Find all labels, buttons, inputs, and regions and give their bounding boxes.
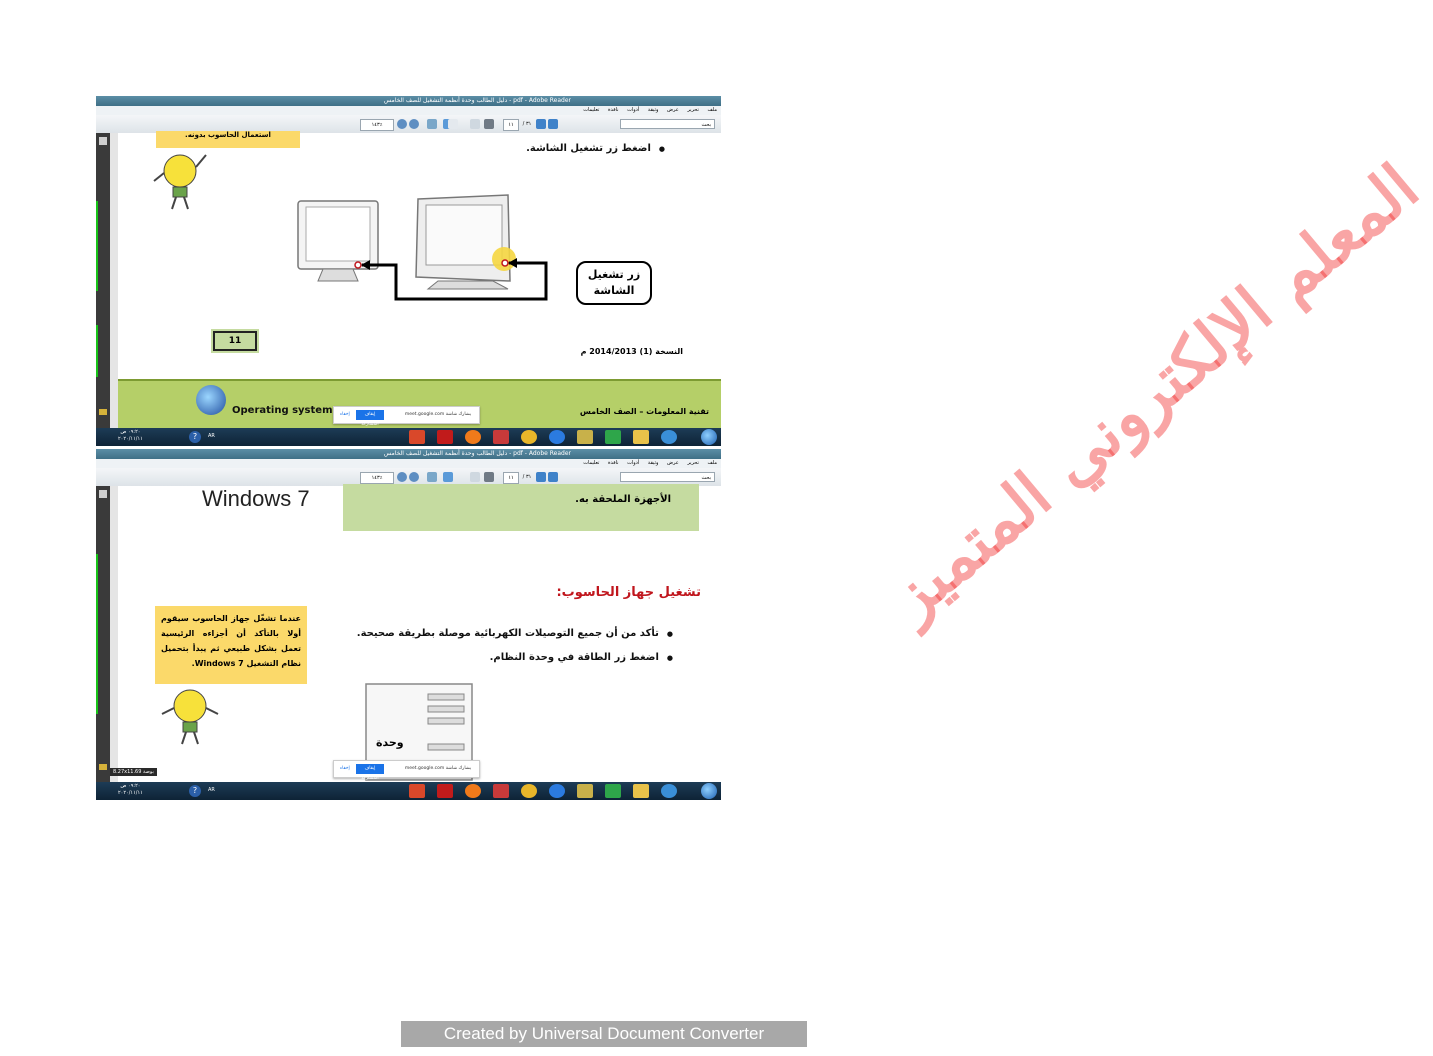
network-icon[interactable] (661, 784, 677, 798)
clock-time: ٠٩:٢٠ ص (120, 783, 141, 789)
window-title-bar (96, 449, 721, 459)
zoom-field[interactable]: ١٤٣٪ (360, 472, 394, 484)
menu-item-window[interactable]: نافذة (607, 107, 619, 113)
menu-item-tools[interactable]: أدوات (627, 460, 640, 466)
save-icon[interactable] (443, 472, 453, 482)
screenshot-top (96, 96, 721, 446)
left-panel-strip (96, 486, 110, 782)
footer-right-text: تقنية المعلومات – الصف الخامس (579, 407, 709, 416)
green-box-text: الأجهزة الملحقة به. (575, 494, 671, 505)
folder-icon[interactable] (633, 784, 649, 798)
help-icon[interactable]: ? (189, 431, 201, 443)
language-indicator[interactable]: AR (208, 787, 215, 793)
acrobat-icon[interactable] (437, 430, 453, 444)
start-button[interactable] (701, 783, 717, 799)
print-icon[interactable] (484, 472, 494, 482)
help-icon[interactable]: ? (189, 785, 201, 797)
zoom-out-icon[interactable] (397, 119, 407, 129)
stop-sharing-button[interactable]: إيقاف المشاركة (356, 410, 384, 420)
menu-item-file[interactable]: ملف (707, 460, 717, 466)
hide-button[interactable]: إخفاء (340, 766, 350, 771)
window-title-bar (96, 96, 721, 106)
media-player-icon[interactable] (577, 784, 593, 798)
next-page-icon[interactable] (536, 119, 546, 129)
zoom-out-icon[interactable] (397, 472, 407, 482)
folder-icon[interactable] (633, 430, 649, 444)
menu-item-edit[interactable]: تحرير (687, 107, 699, 113)
menu-item-view[interactable]: عرض (666, 107, 679, 113)
green-info-box (343, 484, 699, 531)
unit-label: وحدة (376, 736, 404, 749)
powerpoint-icon[interactable] (409, 784, 425, 798)
green-accent (96, 554, 98, 714)
powerpoint-icon[interactable] (409, 430, 425, 444)
green-accent-2 (96, 325, 98, 377)
menu-bar (96, 459, 721, 468)
menu-item-tools[interactable]: أدوات (627, 107, 640, 113)
pdf-page-view (110, 133, 721, 428)
edition-text: النسخة (1) 2014/2013 م (580, 347, 683, 356)
footer-left-text: Operating system (232, 405, 333, 416)
prev-page-icon[interactable] (548, 472, 558, 482)
fit-page-icon[interactable] (427, 119, 437, 129)
windows-logo-icon (196, 385, 226, 415)
page-number-box: 11 (213, 331, 257, 351)
power-button-callout: زر تشغيل الشاشة (576, 261, 652, 305)
firefox-icon[interactable] (465, 430, 481, 444)
acrobat-icon[interactable] (437, 784, 453, 798)
prev-page-icon[interactable] (548, 119, 558, 129)
start-button[interactable] (701, 429, 717, 445)
screen-share-text: يشارك شاشة meet.google.com (404, 766, 471, 771)
excel-icon[interactable] (605, 430, 621, 444)
window-title: pdf - Adobe Reader - دليل الطالب وحدة أنظمة التشغيل للصف الخامس (383, 450, 571, 457)
network-icon[interactable] (661, 430, 677, 444)
pdf-page-view (110, 486, 721, 782)
taskbar (96, 428, 721, 446)
green-accent (96, 201, 98, 291)
lightbulb-character-icon (150, 147, 210, 211)
clock-date: ٢٠٢٠/١١/١١ (118, 436, 143, 442)
window-title: pdf - Adobe Reader - دليل الطالب وحدة أنظمة التشغيل للصف الخامس (383, 97, 571, 104)
menu-item-file[interactable]: ملف (707, 107, 717, 113)
menu-item-edit[interactable]: تحرير (687, 460, 699, 466)
hide-button[interactable]: إخفاء (340, 412, 350, 417)
arabic-watermark: المعلم الإلكتروني المتميز (875, 150, 1433, 635)
section-heading: تشغيل جهاز الحاسوب: (556, 585, 701, 600)
screenshot-bottom (96, 449, 721, 800)
lightbulb-character-icon (160, 684, 222, 750)
menu-item-view[interactable]: عرض (666, 460, 679, 466)
taskbar (96, 782, 721, 800)
page-number-field[interactable]: ١١ (503, 119, 519, 131)
menu-item-window[interactable]: نافذة (607, 460, 619, 466)
zoom-in-icon[interactable] (409, 119, 419, 129)
comments-icon[interactable] (99, 764, 107, 770)
next-page-icon[interactable] (536, 472, 546, 482)
menu-item-help[interactable]: تعليمات (583, 107, 600, 113)
excel-icon[interactable] (605, 784, 621, 798)
clock-time: ٠٩:٢٠ ص (120, 429, 141, 435)
pages-icon[interactable] (99, 490, 107, 498)
internet-explorer-icon[interactable] (549, 784, 565, 798)
print-icon[interactable] (484, 119, 494, 129)
screen-share-bar (333, 760, 480, 781)
firefox-icon[interactable] (465, 784, 481, 798)
search-input[interactable]: بحث (620, 119, 715, 129)
clock-date: ٢٠٢٠/١١/١١ (118, 790, 143, 796)
page-total: / ٣١ (522, 474, 532, 480)
menu-item-document[interactable]: وثيقة (647, 460, 659, 466)
comments-icon[interactable] (99, 409, 107, 415)
email-icon[interactable] (470, 119, 480, 129)
left-panel-strip (96, 133, 110, 428)
instruction-bullet-2: ● اضغط زر الطاقة في وحدة النظام. (490, 652, 673, 663)
zoom-field[interactable]: ١٤٣٪ (360, 119, 394, 131)
stop-sharing-button[interactable]: إيقاف المشاركة (356, 764, 384, 774)
menu-item-help[interactable]: تعليمات (583, 460, 600, 466)
app-icon-red[interactable] (493, 430, 509, 444)
fit-page-icon[interactable] (427, 472, 437, 482)
taskbar-clock[interactable] (118, 429, 143, 443)
pages-icon[interactable] (99, 137, 107, 145)
email-icon[interactable] (470, 472, 480, 482)
yellow-note-box: استعمال الحاسوب بدونه. (156, 131, 300, 148)
screen-share-text: يشارك شاشة meet.google.com (404, 412, 471, 417)
windows7-logo: Windows 7 (202, 486, 310, 511)
chrome-icon[interactable] (521, 430, 537, 444)
search-input[interactable]: بحث (620, 472, 715, 482)
menu-bar (96, 106, 721, 115)
converter-banner: Created by Universal Document Converter (401, 1021, 807, 1047)
menu-item-document[interactable]: وثيقة (647, 107, 659, 113)
page-number-field[interactable]: ١١ (503, 472, 519, 484)
taskbar-clock[interactable] (118, 783, 143, 797)
chrome-icon[interactable] (521, 784, 537, 798)
instruction-bullet: ● اضغط زر تشغيل الشاشة. (526, 143, 665, 154)
internet-explorer-icon[interactable] (549, 430, 565, 444)
screen-share-bar (333, 406, 480, 427)
zoom-in-icon[interactable] (409, 472, 419, 482)
language-indicator[interactable]: AR (208, 433, 215, 439)
instruction-bullet-1: ● تأكد من أن جميع التوصيلات الكهربائية موصلة بطريقة صحيحة. (357, 628, 673, 639)
media-player-icon[interactable] (577, 430, 593, 444)
page-size-tooltip: 8.27x11.69 بوصة (110, 768, 157, 776)
yellow-note-box: عندما تشغّل جهاز الحاسوب سيقوم أولا بالتأكد أن أجزاءه الرئيسية تعمل بشكل طبيعي ثم يبدأ بتحميل نظام التشغيل Windows 7. (155, 606, 307, 684)
app-icon-red[interactable] (493, 784, 509, 798)
page-total: / ٣١ (522, 121, 532, 127)
settings-icon[interactable] (448, 119, 458, 129)
